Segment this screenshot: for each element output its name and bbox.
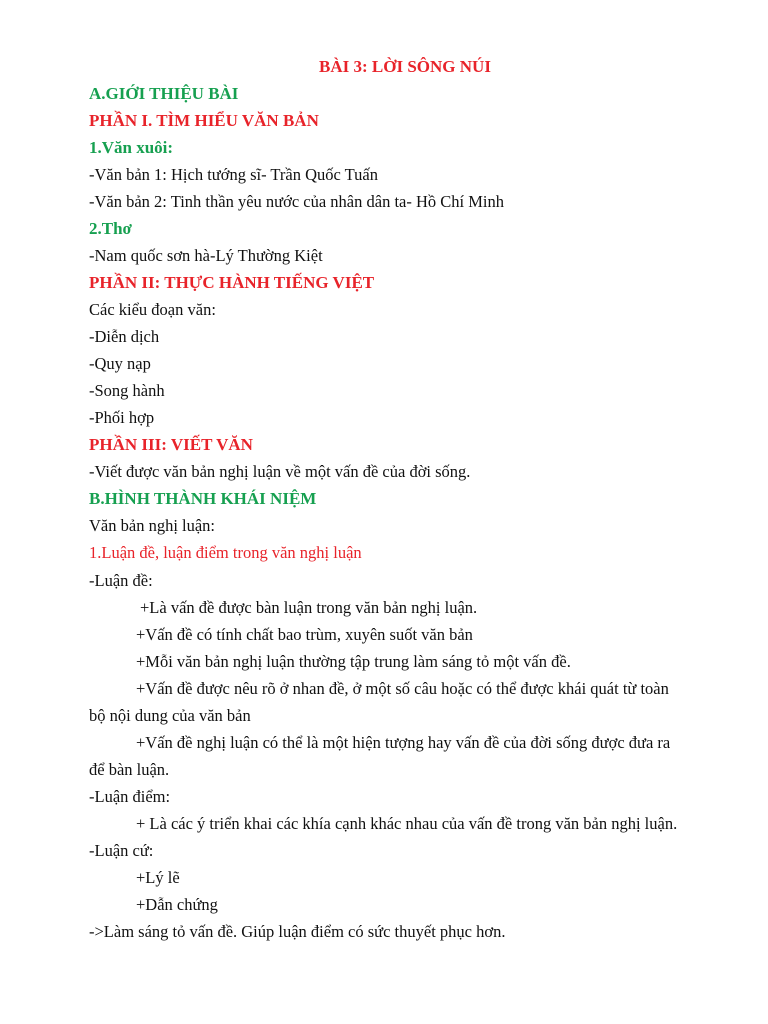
list-item: +Mỗi văn bản nghị luận thường tập trung làm sáng tỏ một vấn đề. bbox=[136, 652, 571, 671]
text-line: -Văn bản 2: Tinh thần yêu nước của nhân dân ta- Hồ Chí Minh bbox=[89, 192, 504, 211]
page-title: BÀI 3: LỜI SÔNG NÚI bbox=[319, 57, 491, 76]
list-item: +Lý lẽ bbox=[136, 868, 180, 887]
text-line: bộ nội dung của văn bản bbox=[89, 706, 251, 725]
text-line: -Văn bản 1: Hịch tướng sĩ- Trần Quốc Tuấn bbox=[89, 165, 378, 184]
subheading-tho: 2.Thơ bbox=[89, 219, 132, 238]
text-line: -Luận đề: bbox=[89, 571, 153, 590]
section-a-heading: A.GIỚI THIỆU BÀI bbox=[89, 84, 239, 103]
list-item: +Là vấn đề được bàn luận trong văn bản nghị luận. bbox=[140, 598, 478, 617]
part-1-heading: PHẦN I. TÌM HIỂU VĂN BẢN bbox=[89, 111, 319, 130]
text-line: để bàn luận. bbox=[89, 760, 170, 779]
text-line: ->Làm sáng tỏ vấn đề. Giúp luận điểm có sức thuyết phục hơn. bbox=[89, 922, 506, 941]
list-item: -Song hành bbox=[89, 381, 165, 400]
text-line: -Luận cứ: bbox=[89, 841, 154, 860]
list-item: + Là các ý triển khai các khía cạnh khác nhau của vấn đề trong văn bản nghị luận. bbox=[136, 814, 678, 833]
text-line: -Viết được văn bản nghị luận về một vấn đề của đời sống. bbox=[89, 462, 471, 481]
text-line: Các kiểu đoạn văn: bbox=[89, 300, 216, 319]
text-line: -Luận điểm: bbox=[89, 787, 171, 806]
list-item: -Diễn dịch bbox=[89, 327, 160, 346]
list-item: -Quy nạp bbox=[89, 354, 151, 373]
subheading-van-xuoi: 1.Văn xuôi: bbox=[89, 138, 174, 157]
section-b-heading: B.HÌNH THÀNH KHÁI NIỆM bbox=[89, 489, 317, 508]
text-line: Văn bản nghị luận: bbox=[89, 516, 216, 535]
subheading-luan-de: 1.Luận đề, luận điểm trong văn nghị luận bbox=[89, 543, 362, 562]
list-item: +Vấn đề nghị luận có thể là một hiện tượng hay vấn đề của đời sống được đưa ra bbox=[136, 733, 671, 752]
list-item: +Vấn đề có tính chất bao trùm, xuyên suốt văn bản bbox=[136, 625, 473, 644]
part-3-heading: PHẦN III: VIẾT VĂN bbox=[89, 435, 253, 454]
list-item: -Phối hợp bbox=[89, 408, 155, 427]
list-item: +Vấn đề được nêu rõ ở nhan đề, ở một số câu hoặc có thể được khái quát từ toàn bbox=[136, 679, 669, 698]
text-line: -Nam quốc sơn hà-Lý Thường Kiệt bbox=[89, 246, 323, 265]
part-2-heading: PHẦN II: THỰC HÀNH TIẾNG VIỆT bbox=[89, 273, 375, 292]
list-item: +Dẫn chứng bbox=[136, 895, 218, 914]
